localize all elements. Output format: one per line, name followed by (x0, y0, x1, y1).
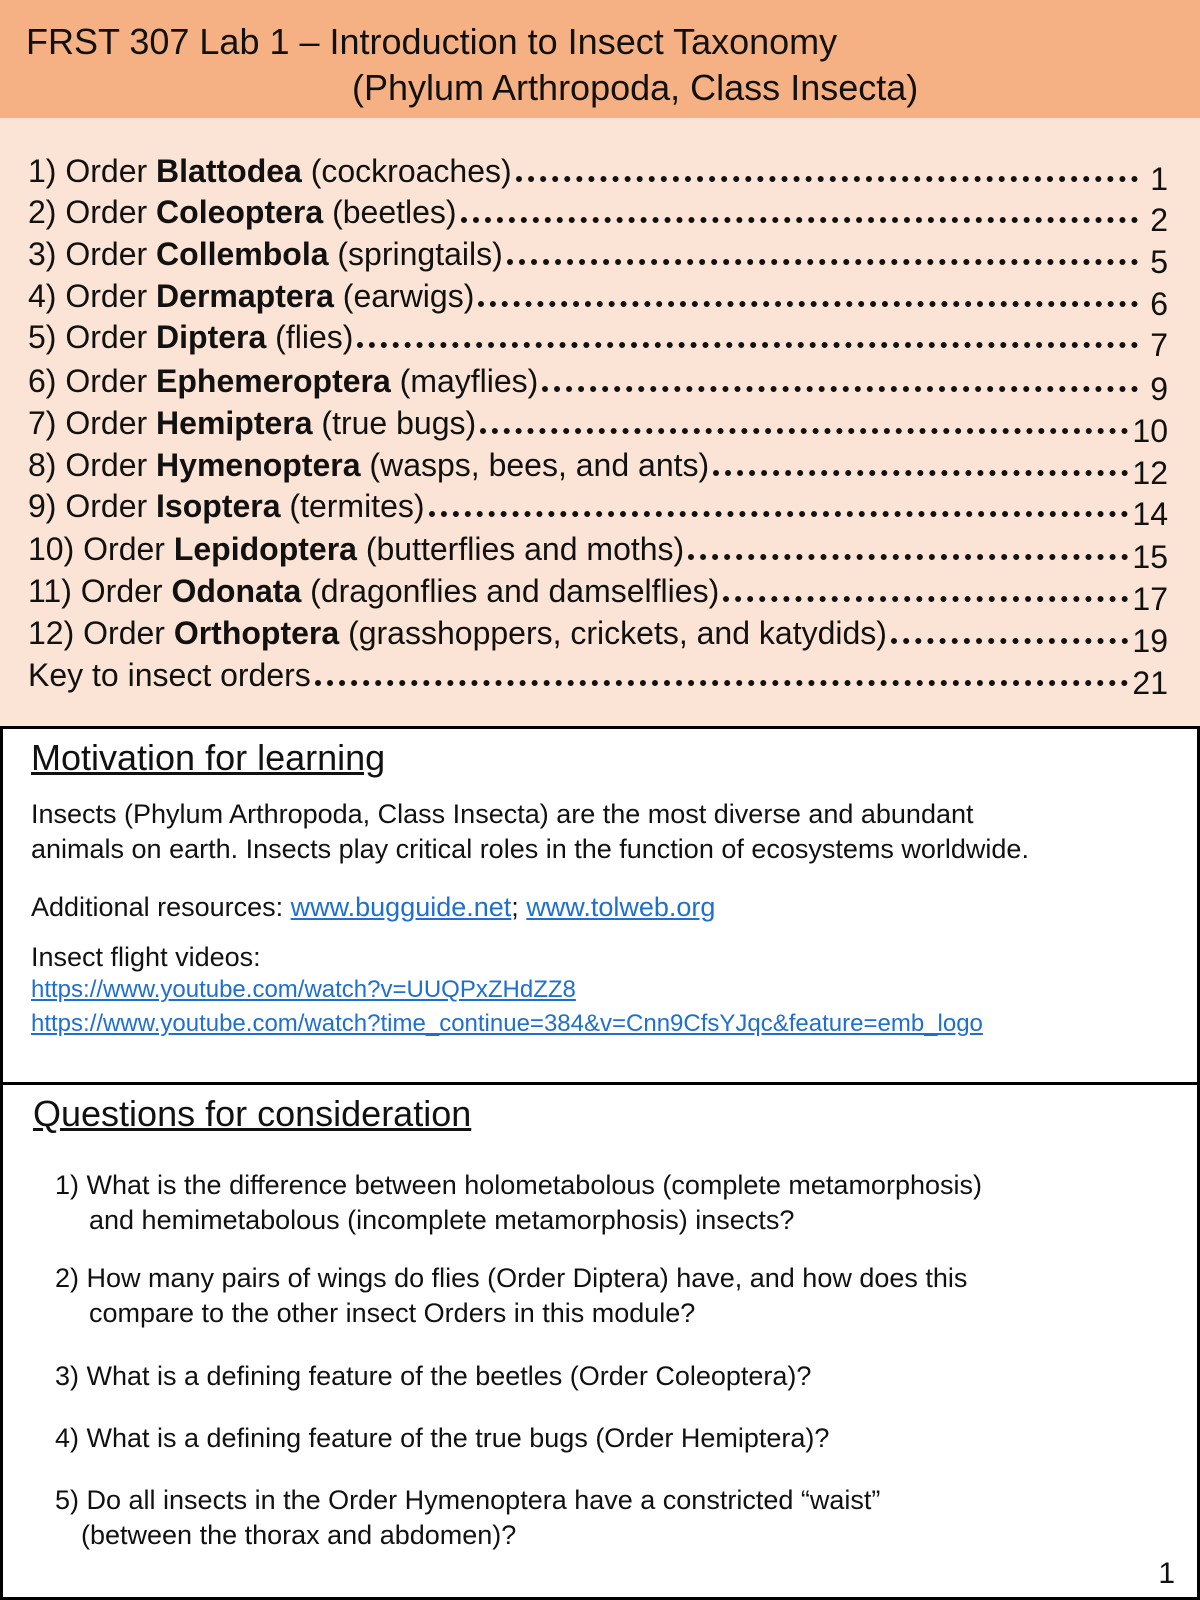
toc-item: 3) Order Collembola (springtails) 5 (28, 236, 1168, 280)
video-link-2[interactable]: https://www.youtube.com/watch?time_continue=384&v=Cnn9CfsYJqc&feature=emb_logo (31, 1010, 983, 1037)
toc-page-number: 6 (1150, 286, 1168, 322)
toc-page-number: 10 (1132, 413, 1168, 449)
order-name: Diptera (156, 319, 267, 355)
toc-page-number: 7 (1150, 327, 1168, 363)
toc-item: 2) Order Coleoptera (beetles) 2 (28, 194, 1168, 238)
tolweb-link[interactable]: www.tolweb.org (526, 892, 716, 922)
order-name: Collembola (156, 236, 329, 272)
toc-page-number: 17 (1132, 581, 1168, 617)
toc-item: 1) Order Blattodea (cockroaches) 1 (28, 153, 1168, 197)
page-number: 1 (1158, 1557, 1175, 1590)
toc-page-number: 12 (1132, 455, 1168, 491)
resources-line (31, 890, 715, 925)
title-banner (0, 0, 1200, 118)
questions-section (0, 1082, 1200, 1600)
toc-page-number: 15 (1132, 539, 1168, 575)
dot-leader (723, 596, 1128, 602)
question-2-line2: compare to the other insect Orders in this module? (89, 1298, 696, 1328)
question-5-line2: (between the thorax and abdomen)? (81, 1520, 517, 1550)
page-subtitle: (Phylum Arthropoda, Class Insecta) (352, 67, 919, 108)
videos-label: Insect flight videos: (31, 942, 261, 972)
dot-leader (516, 176, 1138, 182)
order-name: Isoptera (156, 488, 281, 524)
question-3: 3) What is a defining feature of the beetles (Order Coleoptera)? (55, 1361, 812, 1391)
video-link-1[interactable]: https://www.youtube.com/watch?v=UUQPxZHdZZ8 (31, 976, 576, 1003)
dot-leader (429, 511, 1129, 517)
order-name: Lepidoptera (173, 531, 357, 567)
toc-item: 5) Order Diptera (flies) 7 (28, 319, 1168, 363)
dot-leader (478, 301, 1138, 307)
toc-item: 7) Order Hemiptera (true bugs) 10 (28, 405, 1168, 449)
order-name: Hymenoptera (156, 447, 361, 483)
motivation-section (0, 726, 1200, 1088)
dot-leader (542, 386, 1138, 392)
toc-page-number: 2 (1150, 202, 1168, 238)
toc-page-number: 9 (1150, 371, 1168, 407)
order-name: Coleoptera (156, 194, 324, 230)
toc-item: 10) Order Lepidoptera (butterflies and moths) 15 (28, 531, 1168, 575)
motivation-heading: Motivation for learning (31, 737, 386, 778)
order-name: Odonata (171, 573, 302, 609)
toc-item: Key to insect orders 21 (28, 657, 1168, 701)
question-1-line1: 1) What is the difference between holometabolous (complete metamorphosis) (55, 1170, 982, 1200)
dot-leader (315, 680, 1129, 686)
resources-label: Additional resources: (31, 892, 291, 922)
questions-heading: Questions for consideration (33, 1093, 472, 1134)
dot-leader (357, 342, 1138, 348)
toc-item: 9) Order Isoptera (termites) 14 (28, 488, 1168, 532)
order-name: Ephemeroptera (156, 363, 391, 399)
toc-item: 12) Order Orthoptera (grasshoppers, crickets, and katydids) 19 (28, 615, 1168, 659)
toc-page-number: 1 (1150, 161, 1168, 197)
toc-item: 6) Order Ephemeroptera (mayflies) 9 (28, 363, 1168, 407)
order-name: Orthoptera (173, 615, 340, 651)
dot-leader (688, 554, 1128, 560)
bugguide-link[interactable]: www.bugguide.net (290, 892, 512, 922)
resources-separator: ; (511, 892, 527, 922)
toc-page-number: 5 (1150, 244, 1168, 280)
motivation-text-line2: animals on earth. Insects play critical roles in the function of ecosystems worldwide. (31, 834, 1029, 864)
toc-page-number: 14 (1132, 496, 1168, 532)
question-4: 4) What is a defining feature of the true bugs (Order Hemiptera)? (55, 1423, 830, 1453)
question-2-line1: 2) How many pairs of wings do flies (Order Diptera) have, and how does this (55, 1263, 968, 1293)
table-of-contents (0, 118, 1200, 726)
question-1-line2: and hemimetabolous (incomplete metamorphosis) insects? (89, 1205, 795, 1235)
dot-leader (507, 259, 1138, 265)
dot-leader (480, 428, 1128, 434)
toc-page-number: 19 (1132, 623, 1168, 659)
motivation-text-line1: Insects (Phylum Arthropoda, Class Insecta) are the most diverse and abundant (31, 799, 974, 829)
question-5-line1: 5) Do all insects in the Order Hymenoptera have a constricted “waist” (55, 1485, 881, 1515)
toc-item: 8) Order Hymenoptera (wasps, bees, and ants) 12 (28, 447, 1168, 491)
dot-leader (713, 470, 1128, 476)
order-name: Hemiptera (156, 405, 313, 441)
dot-leader (461, 217, 1138, 223)
toc-item: 11) Order Odonata (dragonflies and damselflies) 17 (28, 573, 1168, 617)
dot-leader (891, 638, 1128, 644)
toc-item: 4) Order Dermaptera (earwigs) 6 (28, 278, 1168, 322)
order-name: Blattodea (156, 153, 302, 189)
order-name: Dermaptera (156, 278, 334, 314)
toc-page-number: 21 (1132, 665, 1168, 701)
page-title: FRST 307 Lab 1 – Introduction to Insect Taxonomy (26, 21, 838, 62)
